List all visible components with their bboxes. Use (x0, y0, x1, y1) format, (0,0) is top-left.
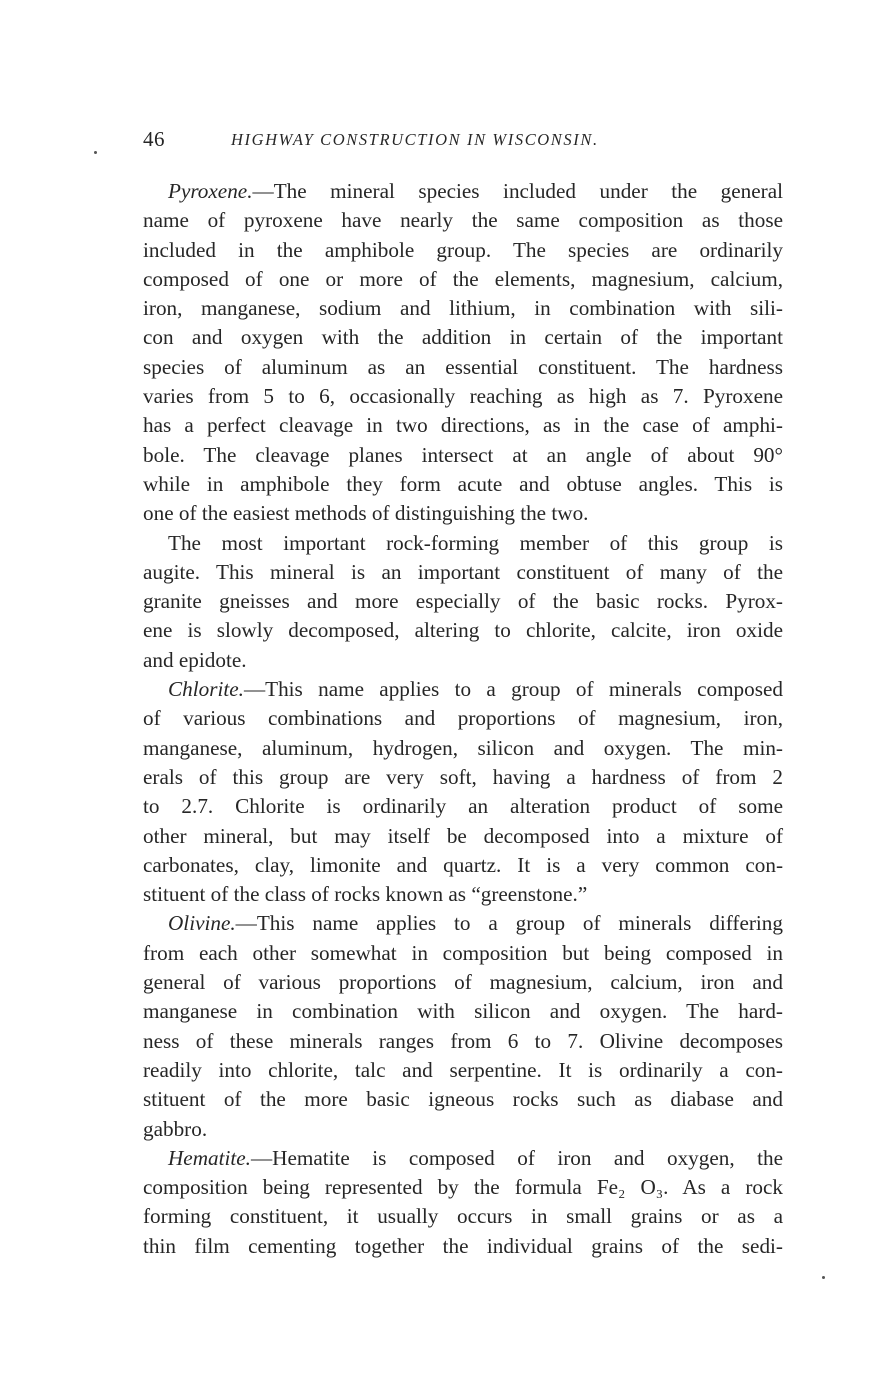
text-line: species of aluminum as an essential constituent. The hardness (143, 354, 783, 379)
page-header (143, 127, 783, 157)
text-line: ene is slowly decomposed, altering to chlorite, calcite, iron oxide (143, 618, 783, 643)
text-line: from each other somewhat in composition but being composed in (143, 940, 783, 965)
paragraph-olivine (143, 909, 783, 1143)
text-line: included in the amphibole group. The species are ordinarily (143, 237, 783, 262)
text-line: carbonates, clay, limonite and quartz. It is a very common con- (143, 852, 783, 877)
text-line: augite. This mineral is an important constituent of many of the (143, 559, 783, 584)
running-title: HIGHWAY CONSTRUCTION IN WISCONSIN. (231, 130, 599, 149)
paragraph-chlorite (143, 675, 783, 909)
text-line: one of the easiest methods of distinguishing the two. (143, 501, 589, 526)
text-line: bole. The cleavage planes intersect at an angle of about 90° (143, 442, 783, 467)
scan-speck (822, 1276, 825, 1279)
term-heading: Hematite. (168, 1145, 251, 1170)
term-heading: Chlorite. (168, 677, 244, 702)
text-line: manganese, aluminum, hydrogen, silicon and oxygen. The min- (143, 735, 783, 760)
page-number: 46 (143, 127, 165, 151)
text-line: Olivine.—This name applies to a group of minerals differing (168, 911, 783, 936)
text-line: readily into chlorite, talc and serpentine. It is ordinarily a con- (143, 1057, 783, 1082)
text-line: stituent of the more basic igneous rocks such as diabase and (143, 1087, 783, 1112)
paragraph-hematite (143, 1144, 783, 1261)
text-line: gabbro. (143, 1116, 208, 1141)
text-line: varies from 5 to 6, occasionally reaching as high as 7. Pyroxene (143, 384, 783, 409)
text-line: iron, manganese, sodium and lithium, in combination with sili- (143, 296, 783, 321)
term-heading: Olivine. (168, 911, 236, 936)
paragraph-augite (143, 529, 783, 675)
text-line: composition being represented by the formula Fe₂ O₃. As a rock (143, 1175, 783, 1200)
text-line: Hematite.—Hematite is composed of iron and oxygen, the (168, 1145, 783, 1170)
text-line: to 2.7. Chlorite is ordinarily an alteration product of some (143, 794, 783, 819)
text-line: con and oxygen with the addition in certain of the important (143, 325, 783, 350)
paragraph-pyroxene (143, 177, 783, 529)
text-line: manganese in combination with silicon and oxygen. The hard- (143, 999, 783, 1024)
text-line: forming constituent, it usually occurs in small grains or as a (143, 1204, 783, 1229)
term-heading: Pyroxene. (168, 179, 253, 203)
text-line: Pyroxene.—The mineral species included under the general (168, 179, 783, 203)
text-line: composed of one or more of the elements, magnesium, calcium, (143, 266, 783, 291)
scan-speck (94, 151, 97, 154)
text-line: erals of this group are very soft, having a hardness of from 2 (143, 764, 783, 789)
text-line: name of pyroxene have nearly the same composition as those (143, 208, 783, 233)
body-text (143, 177, 783, 1261)
text-line: thin film cementing together the individual grains of the sedi- (143, 1233, 783, 1258)
text-line: of various combinations and proportions of magnesium, iron, (143, 706, 783, 731)
text-line: granite gneisses and more especially of the basic rocks. Pyrox- (143, 589, 783, 614)
text-line: general of various proportions of magnesium, calcium, iron and (143, 970, 783, 995)
text-line: stituent of the class of rocks known as “greenstone.” (143, 882, 588, 907)
text-line: has a perfect cleavage in two directions, as in the case of amphi- (143, 413, 783, 438)
text-line: The most important rock-forming member of this group is (168, 530, 783, 555)
text-line: ness of these minerals ranges from 6 to 7. Olivine decomposes (143, 1028, 783, 1053)
text-line: and epidote. (143, 647, 247, 672)
text-line: other mineral, but may itself be decomposed into a mixture of (143, 823, 783, 848)
text-line: Chlorite.—This name applies to a group of minerals composed (168, 677, 783, 702)
text-line: while in amphibole they form acute and obtuse angles. This is (143, 471, 783, 496)
